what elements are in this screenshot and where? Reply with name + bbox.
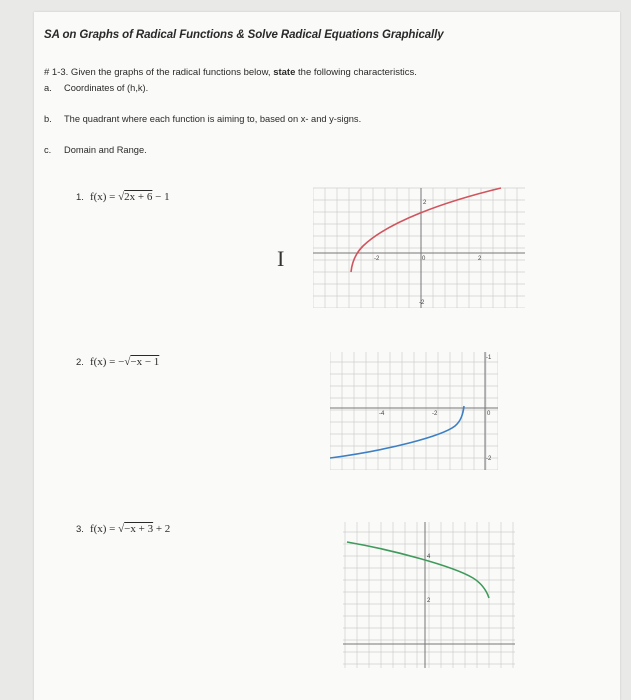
graph-2-tick: -2 — [432, 411, 438, 417]
graph-2-curve — [330, 406, 464, 458]
graph-3 — [343, 522, 515, 668]
graph-1-grid — [313, 188, 525, 308]
graph-3-curve — [347, 542, 489, 598]
subitem-a: a. Coordinates of (h,k). — [44, 83, 149, 93]
instructions — [44, 67, 417, 78]
problem-3: 3. f(x) = √−x + 3 + 2 — [76, 523, 171, 535]
graph-3-tick: 4 — [427, 554, 431, 560]
graph-2-tick: -4 — [379, 411, 385, 417]
graph-2-grid — [330, 352, 498, 470]
problem-1: 1. f(x) = √2x + 6 − 1 — [76, 191, 170, 203]
graph-2-tick: 0 — [487, 411, 491, 417]
instructions-tail: the following characteristics. — [295, 67, 417, 78]
subitem-b: b. The quadrant where each function is aiming to, based on x- and y-signs. — [44, 114, 362, 124]
graph-3-grid — [343, 522, 515, 668]
graph-1-tick: 2 — [423, 200, 427, 206]
graph-3-tick: 2 — [427, 598, 431, 604]
graph-1-tick: 2 — [478, 256, 482, 262]
graph-1-tick: -2 — [419, 300, 425, 306]
problem-2: 2. f(x) = −√−x − 1 — [76, 356, 160, 368]
graph-2-tick: -1 — [486, 355, 492, 361]
instructions-bold: state — [273, 67, 296, 78]
graph-1 — [313, 184, 525, 308]
worksheet-title: SA on Graphs of Radical Functions & Solve Radical Equations Graphically — [44, 29, 444, 41]
graph-2 — [330, 352, 498, 470]
graph-1-tick: 0 — [422, 256, 426, 262]
subitem-c: c. Domain and Range. — [44, 145, 147, 155]
graph-2-tick: -2 — [486, 456, 492, 462]
text-cursor-icon: I — [277, 246, 285, 271]
graph-1-tick: -2 — [374, 256, 380, 262]
instructions-lead: # 1-3. Given the graphs of the radical functions below, — [44, 67, 274, 78]
